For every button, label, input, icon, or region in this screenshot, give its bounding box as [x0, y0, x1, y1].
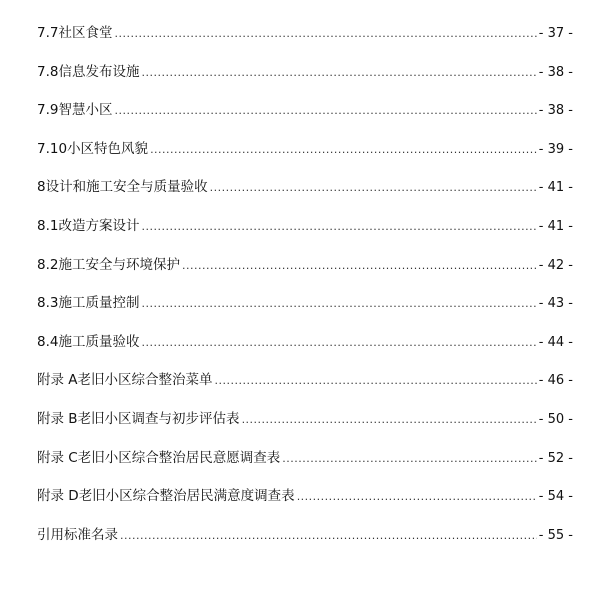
toc-entry-title: 设计和施工安全与质量验收 — [45, 179, 208, 196]
toc-entry-title: 引用标准名录 — [37, 526, 118, 543]
toc-entry-page: - 44 - — [538, 334, 573, 350]
toc-entry-title: 施工质量验收 — [58, 333, 140, 350]
toc-entry-page: - 46 - — [538, 373, 573, 389]
toc-entry-page: - 38 - — [538, 64, 573, 80]
toc-dot-leader — [141, 218, 536, 236]
toc-entry-number: 7.8 — [37, 63, 59, 80]
toc-dot-leader — [141, 334, 536, 352]
toc-entry-page: - 38 - — [538, 103, 573, 119]
toc-entry-number: 7.7 — [37, 25, 59, 41]
toc-entry-number: 附录 D — [37, 488, 79, 505]
toc-entry-number: 附录 B — [37, 410, 78, 427]
toc-entry-title: 老旧小区综合整治菜单 — [77, 372, 213, 389]
toc-entry-title: 老旧小区综合整治居民满意度调查表 — [78, 488, 295, 505]
toc-entry[interactable] — [37, 487, 573, 526]
toc-entry-page: - 52 - — [538, 450, 573, 466]
toc-entry-number: 8 — [37, 179, 46, 196]
toc-entry-number: 7.9 — [37, 102, 59, 119]
toc-entry[interactable] — [37, 101, 573, 140]
toc-dot-leader — [141, 64, 536, 82]
toc-entry-title: 信息发布设施 — [58, 63, 140, 80]
toc-entry-page: - 39 - — [538, 141, 573, 157]
toc-entry-number: 8.2 — [37, 256, 59, 273]
toc-dot-leader — [141, 295, 536, 313]
toc-entry-number: 8.4 — [37, 333, 59, 350]
toc-entry[interactable] — [37, 140, 573, 179]
toc-dot-leader — [182, 257, 537, 275]
toc-dot-leader — [120, 527, 537, 545]
toc-dot-leader — [114, 102, 536, 120]
toc-entry-page: - 42 - — [538, 257, 573, 273]
toc-entry-page: - 54 - — [538, 489, 573, 505]
toc-entry-title: 智慧小区 — [58, 102, 113, 119]
toc-entry[interactable] — [37, 526, 573, 565]
toc-entry[interactable] — [37, 24, 573, 63]
table-of-contents — [37, 24, 573, 564]
toc-dot-leader — [114, 25, 536, 43]
toc-dot-leader — [242, 411, 537, 429]
toc-entry[interactable] — [37, 410, 573, 449]
toc-entry-title: 老旧小区调查与初步评估表 — [77, 410, 240, 427]
toc-entry-number: 7.10 — [37, 140, 68, 157]
toc-dot-leader — [210, 179, 537, 197]
toc-entry-page: - 43 - — [538, 296, 573, 312]
toc-dot-leader — [282, 450, 537, 468]
toc-entry[interactable] — [37, 294, 573, 333]
toc-entry[interactable] — [37, 63, 573, 102]
toc-entry-title: 小区特色风貌 — [67, 140, 149, 157]
toc-dot-leader — [215, 372, 537, 390]
toc-entry[interactable] — [37, 178, 573, 217]
toc-entry-title: 施工安全与环境保护 — [58, 256, 180, 273]
toc-entry-page: - 55 - — [538, 527, 573, 543]
toc-entry-page: - 50 - — [538, 411, 573, 427]
toc-entry-title: 社区食堂 — [58, 25, 113, 41]
toc-entry[interactable] — [37, 217, 573, 256]
toc-entry-page: - 41 - — [538, 218, 573, 234]
toc-entry[interactable] — [37, 333, 573, 372]
toc-entry-title: 改造方案设计 — [58, 217, 140, 234]
toc-entry-number: 8.3 — [37, 295, 59, 312]
toc-dot-leader — [297, 488, 537, 506]
toc-entry-page: - 37 - — [538, 26, 573, 41]
toc-entry-page: - 41 - — [538, 180, 573, 196]
toc-entry-number: 附录 C — [37, 449, 78, 466]
toc-entry-title: 施工质量控制 — [58, 295, 140, 312]
toc-entry[interactable] — [37, 371, 573, 410]
toc-entry-number: 8.1 — [37, 217, 59, 234]
toc-entry-title: 老旧小区综合整治居民意愿调查表 — [77, 449, 281, 466]
toc-entry-number: 附录 A — [37, 372, 78, 389]
toc-entry[interactable] — [37, 449, 573, 488]
toc-dot-leader — [150, 141, 537, 159]
toc-entry[interactable] — [37, 256, 573, 295]
